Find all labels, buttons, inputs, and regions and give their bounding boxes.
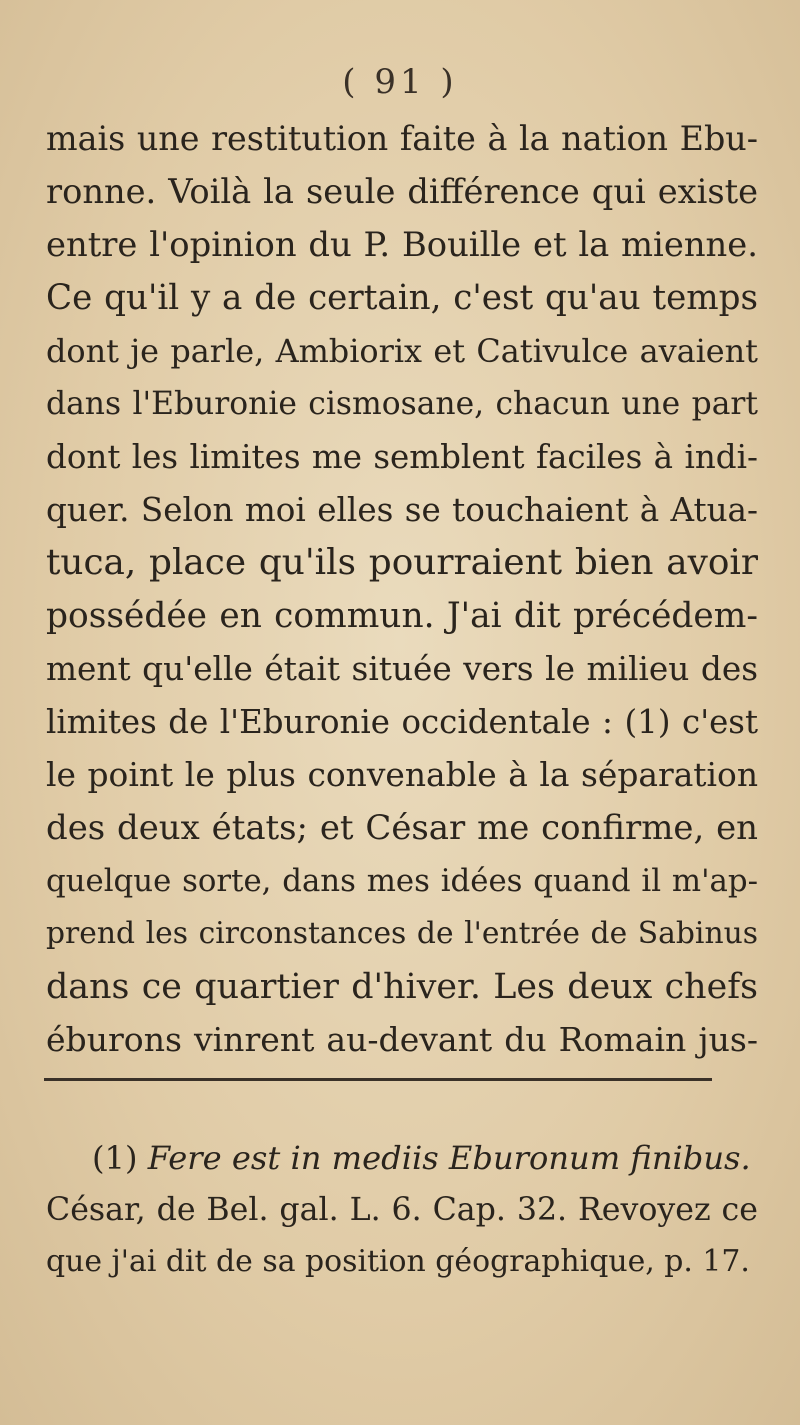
text-line: ment qu'elle était située vers le milieu des xyxy=(46,650,758,688)
footnote-marker: (1) xyxy=(92,1139,138,1177)
text-line: quer. Selon moi elles se touchaient à Atua- xyxy=(46,491,758,529)
text-line: tuca, place qu'ils pourraient bien avoir xyxy=(46,542,758,583)
text-line: dans l'Eburonie cismosane, chacun une part xyxy=(46,386,758,422)
text-line: prend les circonstances de l'entrée de Sabinus xyxy=(46,916,758,951)
footnote-line: que j'ai dit de sa position géographique, p. 17. xyxy=(46,1244,750,1279)
text-line: le point le plus convenable à la séparation xyxy=(46,755,758,794)
text-line: mais une restitution faite à la nation Ebu- xyxy=(46,119,758,158)
text-line: dans ce quartier d'hiver. Les deux chefs xyxy=(46,967,758,1007)
footnote-first-line xyxy=(92,1132,758,1184)
footnote-latin-quote: Fere est in mediis Eburonum finibus. xyxy=(147,1139,751,1177)
text-line: ronne. Voilà la seule différence qui existe xyxy=(46,172,758,211)
text-line: quelque sorte, dans mes idées quand il m'ap- xyxy=(46,863,758,899)
text-line: des deux états; et César me confirme, en xyxy=(46,808,758,847)
text-line: dont je parle, Ambiorix et Cativulce avaient xyxy=(46,332,758,370)
text-line: limites de l'Eburonie occidentale : (1) c'est xyxy=(46,703,758,741)
footnote-separator xyxy=(44,1078,712,1081)
text-line: Ce qu'il y a de certain, c'est qu'au temps xyxy=(46,278,758,318)
text-line: entre l'opinion du P. Bouille et la mienne. xyxy=(46,225,758,264)
page-number: ( 91 ) xyxy=(342,62,458,102)
text-line: éburons vinrent au-devant du Romain jus- xyxy=(46,1020,758,1059)
text-line: dont les limites me semblent faciles à indi- xyxy=(46,438,758,476)
text-line: possédée en commun. J'ai dit précédem- xyxy=(46,596,758,636)
footnote-line: César, de Bel. gal. L. 6. Cap. 32. Revoyez ce xyxy=(46,1192,758,1228)
